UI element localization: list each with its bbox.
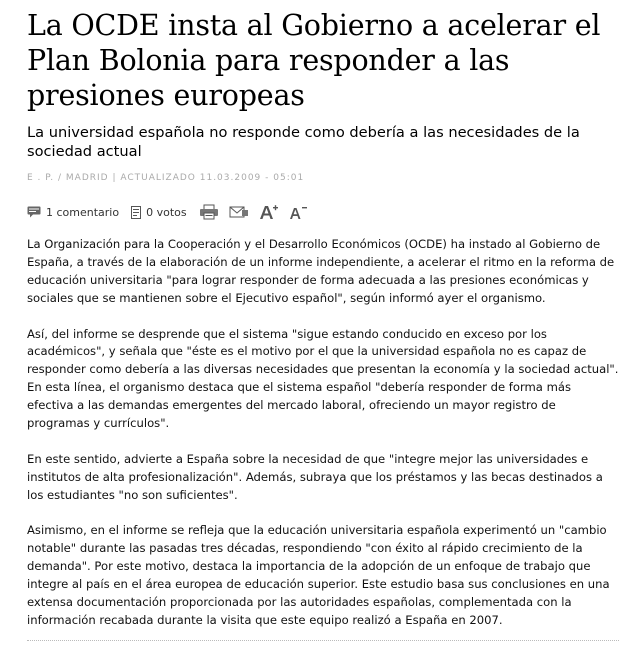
article-body bbox=[27, 236, 619, 630]
email-icon bbox=[229, 204, 249, 220]
paragraph: En este sentido, advierte a España sobre la necesidad de que "integre mejor las universidades e institutos de alta profesionalización". Además, subraya que los préstamos y las becas destinados a los estudiantes "no son suficientes". bbox=[27, 451, 603, 502]
comment-icon bbox=[27, 206, 41, 218]
article-toolbar bbox=[27, 202, 619, 222]
subtitle: La universidad española no responde como debería a las necesidades de la sociedad actual bbox=[27, 124, 580, 160]
paragraph: La Organización para la Cooperación y el Desarrollo Económicos (OCDE) ha instado al Gobierno de España, a través de la elaboración de un informe independiente, a acelerar el ritmo en la reforma de educación universitaria "para lograr responder de forma adecuada a las presiones económicas y sociales que se mantienen sobre el Ejecutivo español", según informó ayer el organismo. bbox=[27, 237, 615, 305]
headline: La OCDE insta al Gobierno a acelerar el Plan Bolonia para responder a las presiones europeas bbox=[27, 9, 601, 112]
increase-font-icon bbox=[259, 204, 279, 220]
decrease-font-button[interactable] bbox=[289, 204, 309, 220]
votes-link[interactable] bbox=[131, 206, 187, 219]
votes-count: 0 votos bbox=[146, 205, 187, 219]
byline: E . P. / MADRID | ACTUALIZADO 11.03.2009 - 05:01 bbox=[27, 173, 305, 183]
print-icon bbox=[199, 204, 219, 220]
bottom-divider bbox=[27, 640, 619, 641]
comments-link[interactable] bbox=[27, 206, 119, 219]
print-button[interactable] bbox=[199, 204, 219, 220]
email-button[interactable] bbox=[229, 204, 249, 220]
paragraph: Asimismo, en el informe se refleja que la educación universitaria española experimentó un "cambio notable" durante las pasadas tres décadas, respondiendo "con éxito al rápido crecimiento de la demanda". Por este motivo, destaca la importancia de la adopción de un enfoque de trabajo que integre al país en el área europea de educación superior. Este estudio basa sus conclusiones en una extensa documentación proporcionada por las autoridades españolas, complementada con la información recabada durante la visita que este equipo realizó a España en 2007. bbox=[27, 523, 610, 627]
article bbox=[27, 8, 619, 648]
increase-font-button[interactable] bbox=[259, 204, 279, 220]
comments-count: 1 comentario bbox=[46, 205, 120, 219]
paragraph: Así, del informe se desprende que el sistema "sigue estando conducido en exceso por los académicos", y señala que "éste es el motivo por el que la universidad española no es capaz de responder como debería a las diversas necesidades que presentan la economía y la sociedad actual". En esta línea, el organismo destaca que el sistema español "debería responder de forma más efectiva a las demandas emergentes del mercado laboral, ofreciendo un mayor registro de programas y currículos". bbox=[27, 326, 619, 431]
decrease-font-icon bbox=[289, 204, 309, 220]
vote-icon bbox=[131, 206, 141, 219]
